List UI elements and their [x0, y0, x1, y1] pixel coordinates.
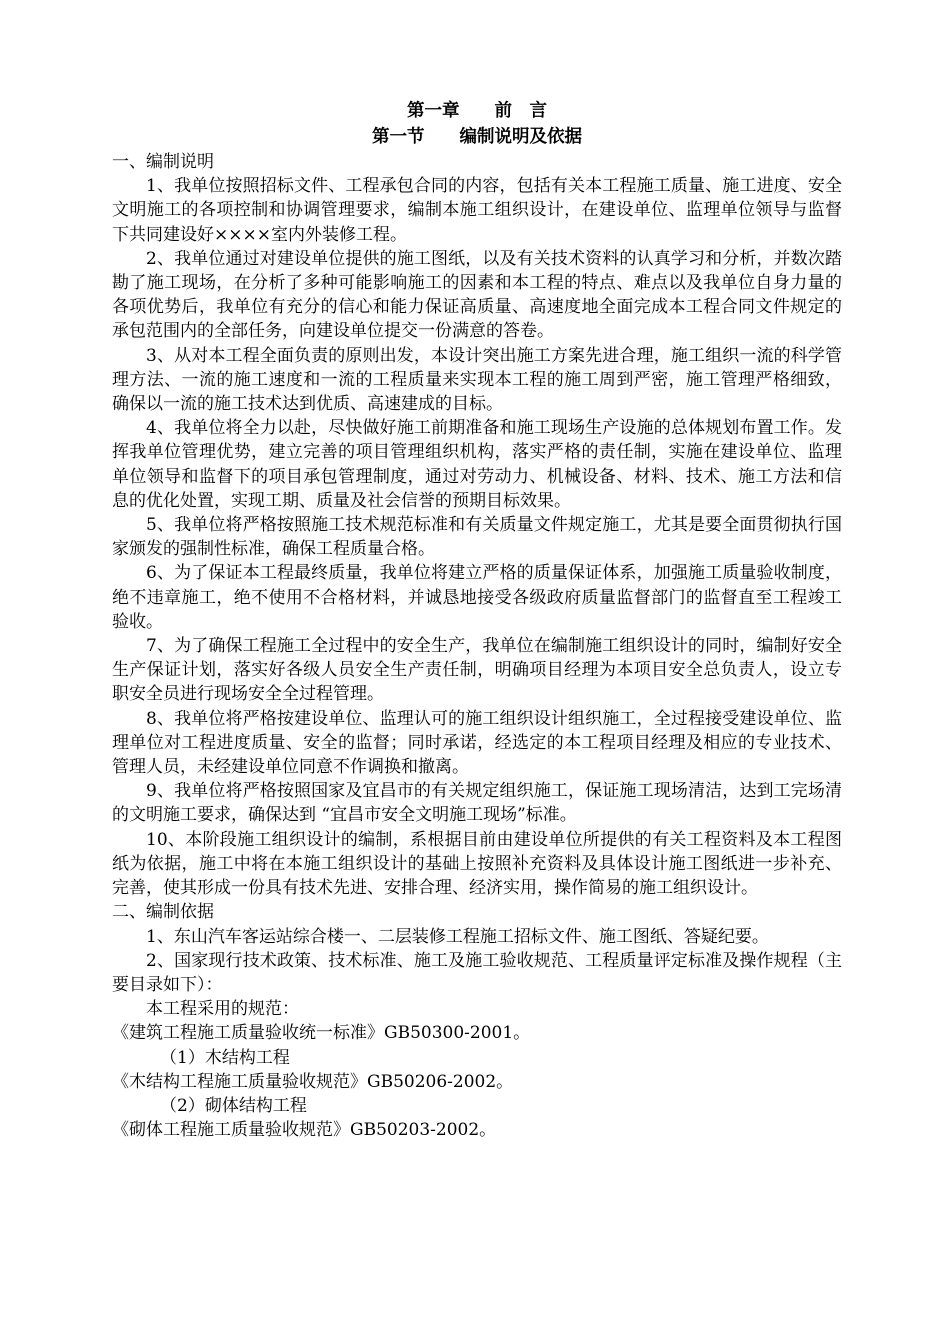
paragraph-7: 7、为了确保工程施工全过程中的安全生产，我单位在编制施工组织设计的同时，编制好安全生产保证计划，落实好各级人员安全生产责任制，明确项目经理为本项目安全总负责人，设立专职安全员进行现场安全全过程管理。 — [112, 636, 842, 705]
paragraph-2: 2、我单位通过对建设单位提供的施工图纸，以及有关技术资料的认真学习和分析，并数次踏勘了施工现场，在分析了多种可能影响施工的因素和本工程的特点、难点以及我单位自身力量的各项优势后，我单位有充分的信心和能力保证高质量、高速度地全面完成本工程合同文件规定的承包范围内的全部任务，向建设单位提交一份满意的答卷。 — [112, 248, 842, 342]
subsection-2-norm: 《砌体工程施工质量验收规范》GB50203-2002。 — [112, 1120, 497, 1141]
norms-intro: 本工程采用的规范： — [146, 999, 299, 1020]
basis-paragraph-2: 2、国家现行技术政策、技术标准、施工及施工验收规范、工程质量评定标准及操作规程（主要目录如下）： — [112, 950, 842, 995]
paragraph-1: 1、我单位按照招标文件、工程承包合同的内容，包括有关本工程施工质量、施工进度、安全文明施工的各项控制和协调管理要求，编制本施工组织设计，在建设单位、监理单位领导与监督下共同建设好××××室内外装修工程。 — [112, 176, 842, 245]
part2-heading: 二、编制依据 — [112, 902, 214, 923]
paragraph-4: 4、我单位将全力以赴，尽快做好施工前期准备和施工现场生产设施的总体规划布置工作。发挥我单位管理优势，建立完善的项目管理组织机构，落实严格的责任制，实施在建设单位、监理单位领导和监督下的项目承包管理制度，通过对劳动力、机械设备、材料、技术、施工方法和信息的优化处置，实现工期、质量及社会信誉的预期目标效果。 — [112, 418, 842, 511]
section-title: 第一节 编制说明及依据 — [372, 127, 582, 147]
chapter-title: 第一章 前 言 — [407, 101, 547, 121]
paragraph-5: 5、我单位将严格按照施工技术规范标准和有关质量文件规定施工，尤其是要全面贯彻执行国家颁发的强制性标准，确保工程质量合格。 — [112, 515, 842, 560]
part1-heading: 一、编制说明 — [112, 152, 214, 172]
norm-general: 《建筑工程施工质量验收统一标准》GB50300-2001。 — [112, 1023, 531, 1044]
subsection-1-title: （1）木结构工程 — [160, 1047, 290, 1068]
subsection-1-norm: 《木结构工程施工质量验收规范》GB50206-2002。 — [112, 1071, 514, 1092]
paragraph-9: 9、我单位将严格按照国家及宜昌市的有关规定组织施工，保证施工现场清洁，达到工完场清的文明施工要求，确保达到 “宜昌市安全文明施工现场”标准。 — [112, 781, 842, 826]
paragraph-8: 8、我单位将严格按建设单位、监理认可的施工组织设计组织施工，全过程接受建设单位、监理单位对工程进度质量、安全的监督；同时承诺，经选定的本工程项目经理及相应的专业技术、管理人员，未经建设单位同意不作调换和撤离。 — [112, 708, 842, 778]
basis-paragraph-1: 1、东山汽车客运站综合楼一、二层装修工程施工招标文件、施工图纸、答疑纪要。 — [146, 926, 769, 947]
subsection-2-title: （2）砌体结构工程 — [160, 1095, 307, 1116]
paragraph-10: 10、本阶段施工组织设计的编制，系根据目前由建设单位所提供的有关工程资料及本工程图纸为依据，施工中将在本施工组织设计的基础上按照补充资料及具体设计施工图纸进一步补充、完善，使其形成一份具有技术先进、安排合理、经济实用，操作简易的施工组织设计。 — [112, 829, 842, 899]
paragraph-3: 3、从对本工程全面负责的原则出发，本设计突出施工方案先进合理，施工组织一流的科学管理方法、一流的施工速度和一流的工程质量来实现本工程的施工周到严密，施工管理严格细致，确保以一流的施工技术达到优质、高速建成的目标。 — [112, 345, 842, 415]
paragraph-6: 6、为了保证本工程最终质量，我单位将建立严格的质量保证体系，加强施工质量验收制度，绝不违章施工，绝不使用不合格材料，并诚恳地接受各级政府质量监督部门的监督直至工程竣工验收。 — [112, 563, 842, 632]
